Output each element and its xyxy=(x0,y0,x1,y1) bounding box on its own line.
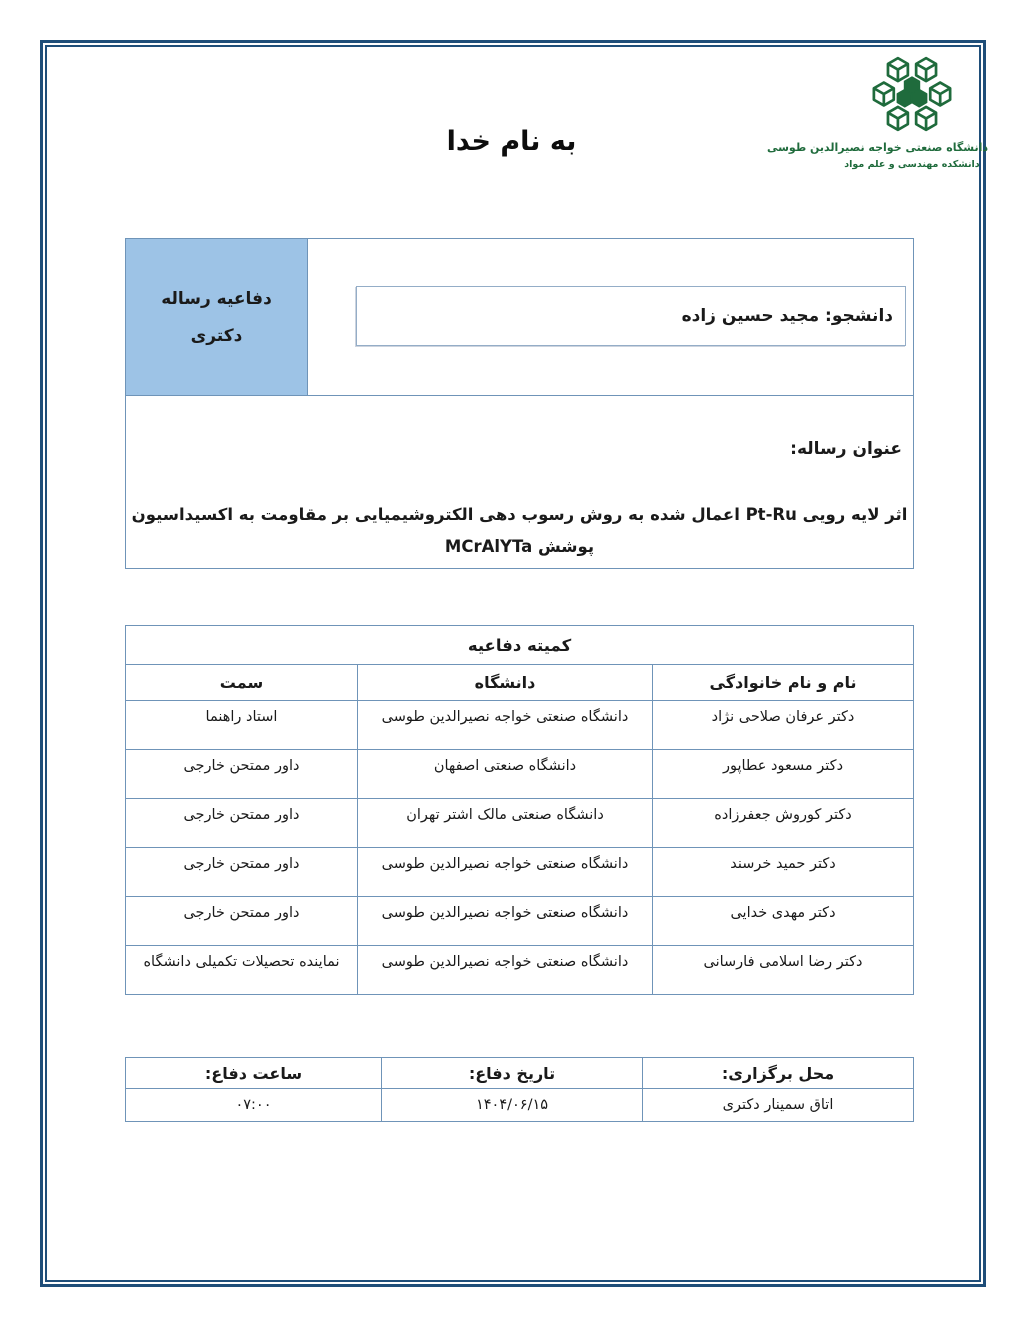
thesis-cell xyxy=(126,396,914,569)
committee-title: کمیته دفاعیه xyxy=(126,626,914,665)
member-university: دانشگاه صنعتی خواجه نصیرالدین طوسی xyxy=(358,946,653,995)
university-logo-icon xyxy=(864,48,960,140)
thesis-title-line2: پوشش MCrAlYTa xyxy=(444,537,595,556)
member-role: استاد راهنما xyxy=(126,701,358,750)
member-name: دکتر مسعود عطاپور xyxy=(653,750,914,799)
committee-table xyxy=(125,625,914,995)
member-university: دانشگاه صنعتی خواجه نصیرالدین طوسی xyxy=(358,848,653,897)
member-role: داور ممتحن خارجی xyxy=(126,897,358,946)
committee-row xyxy=(126,701,914,750)
venue-value: اتاق سمینار دکتری xyxy=(643,1089,914,1122)
committee-row xyxy=(126,897,914,946)
member-name: دکتر حمید خرسند xyxy=(653,848,914,897)
member-role: داور ممتحن خارجی xyxy=(126,750,358,799)
schedule-table xyxy=(125,1057,914,1122)
student-name-text: دانشجو: مجید حسین زاده xyxy=(681,306,893,326)
thesis-label: عنوان رساله: xyxy=(790,439,902,459)
date-label: تاریخ دفاع: xyxy=(382,1058,643,1089)
member-university: دانشگاه صنعتی خواجه نصیرالدین طوسی xyxy=(358,897,653,946)
defense-type-line1: دفاعیه رساله xyxy=(161,288,272,309)
university-logo xyxy=(766,48,988,170)
committee-row xyxy=(126,799,914,848)
info-table xyxy=(125,238,914,569)
member-name: دکتر عرفان صلاحی نژاد xyxy=(653,701,914,750)
member-role: داور ممتحن خارجی xyxy=(126,799,358,848)
member-name: دکتر رضا اسلامی فارسانی xyxy=(653,946,914,995)
committee-row xyxy=(126,750,914,799)
member-role: نماینده تحصیلات تکمیلی دانشگاه xyxy=(126,946,358,995)
university-name: دانشگاه صنعتی خواجه نصیرالدین طوسی xyxy=(766,141,988,154)
col-header-university: دانشگاه xyxy=(358,665,653,701)
committee-row xyxy=(126,848,914,897)
bismillah-text: به نام خدا xyxy=(446,126,577,157)
member-name: دکتر مهدی خدایی xyxy=(653,897,914,946)
thesis-title-line1: اثر لایه رویی Pt-Ru اعمال شده به روش رسوب دهی الکتروشیمیایی بر مقاومت به اکسیداسیون xyxy=(131,505,908,524)
defense-type-line2: دکتری xyxy=(190,325,243,346)
col-header-name: نام و نام خانوادگی xyxy=(653,665,914,701)
date-value: ۱۴۰۴/۰۶/۱۵ xyxy=(382,1089,643,1122)
student-name-box xyxy=(356,286,906,346)
time-label: ساعت دفاع: xyxy=(126,1058,382,1089)
member-university: دانشگاه صنعتی اصفهان xyxy=(358,750,653,799)
time-value: ۰۷:۰۰ xyxy=(126,1089,382,1122)
venue-label: محل برگزاری: xyxy=(643,1058,914,1089)
member-university: دانشگاه صنعتی مالک اشتر تهران xyxy=(358,799,653,848)
student-cell xyxy=(308,239,914,396)
col-header-role: سمت xyxy=(126,665,358,701)
member-name: دکتر کوروش جعفرزاده xyxy=(653,799,914,848)
committee-row xyxy=(126,946,914,995)
defense-type-cell xyxy=(126,239,308,396)
faculty-name: دانشکده مهندسی و علم مواد xyxy=(844,159,980,170)
member-university: دانشگاه صنعتی خواجه نصیرالدین طوسی xyxy=(358,701,653,750)
member-role: داور ممتحن خارجی xyxy=(126,848,358,897)
